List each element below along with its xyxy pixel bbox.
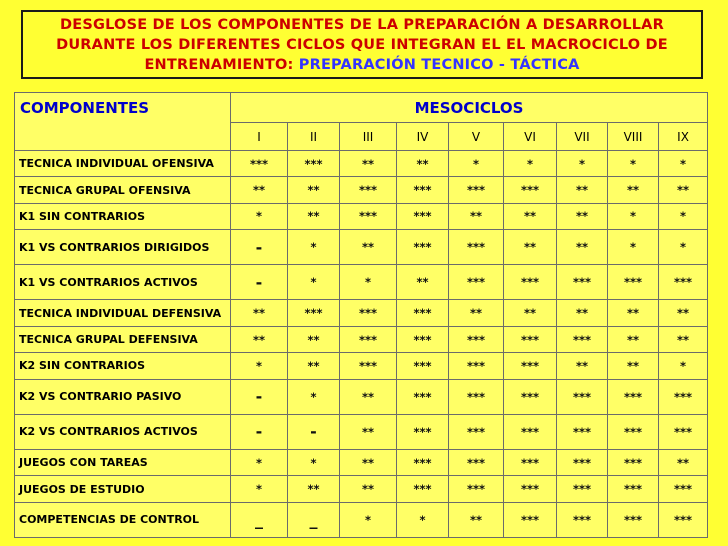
- intensity-cell: ***: [504, 177, 557, 203]
- intensity-cell: **: [340, 379, 397, 414]
- intensity-cell: ***: [504, 414, 557, 449]
- intensity-cell: **: [288, 203, 340, 229]
- intensity-cell: ***: [608, 414, 659, 449]
- intensity-cell: *: [608, 203, 659, 229]
- table-row: [15, 353, 708, 379]
- intensity-cell: ***: [504, 449, 557, 475]
- mesocycle-header: V: [449, 123, 504, 151]
- intensity-cell: **: [608, 300, 659, 326]
- intensity-cell: **: [231, 326, 288, 352]
- intensity-cell: **: [504, 203, 557, 229]
- title-box: [21, 10, 703, 79]
- intensity-cell: **: [288, 326, 340, 352]
- intensity-cell: **: [608, 177, 659, 203]
- title-prefix: ENTRENAMIENTO:: [144, 57, 294, 73]
- intensity-cell: ***: [449, 449, 504, 475]
- intensity-cell: **: [397, 151, 449, 177]
- intensity-cell: **: [340, 476, 397, 502]
- intensity-cell: *: [231, 203, 288, 229]
- intensity-cell: ***: [449, 476, 504, 502]
- intensity-cell: ***: [557, 414, 608, 449]
- intensity-cell: ***: [340, 353, 397, 379]
- intensity-cell: **: [288, 476, 340, 502]
- intensity-cell: ***: [397, 353, 449, 379]
- intensity-cell: *: [504, 151, 557, 177]
- intensity-cell: *: [340, 502, 397, 537]
- component-name: K1 VS CONTRARIOS ACTIVOS: [15, 265, 231, 300]
- intensity-cell: ***: [397, 230, 449, 265]
- table-row: [15, 300, 708, 326]
- header-components: COMPONENTES: [15, 93, 231, 151]
- intensity-cell: **: [557, 300, 608, 326]
- intensity-cell: **: [340, 151, 397, 177]
- mesocycle-header: IX: [659, 123, 708, 151]
- intensity-cell: ***: [397, 326, 449, 352]
- intensity-cell: ***: [288, 151, 340, 177]
- intensity-cell: -: [288, 414, 340, 449]
- table-row: [15, 502, 708, 537]
- intensity-cell: **: [504, 230, 557, 265]
- intensity-cell: **: [231, 177, 288, 203]
- intensity-cell: *: [557, 151, 608, 177]
- intensity-cell: ***: [608, 449, 659, 475]
- intensity-cell: **: [659, 449, 708, 475]
- intensity-cell: **: [340, 449, 397, 475]
- intensity-cell: *: [231, 449, 288, 475]
- table-row: [15, 177, 708, 203]
- intensity-cell: ***: [659, 379, 708, 414]
- intensity-cell: *: [397, 502, 449, 537]
- intensity-cell: ***: [659, 502, 708, 537]
- component-name: TECNICA INDIVIDUAL OFENSIVA: [15, 151, 231, 177]
- components-table: [14, 92, 708, 538]
- intensity-cell: **: [659, 177, 708, 203]
- intensity-cell: ***: [557, 265, 608, 300]
- mesocycle-header: IV: [397, 123, 449, 151]
- intensity-cell: ***: [608, 379, 659, 414]
- component-name: K1 SIN CONTRARIOS: [15, 203, 231, 229]
- intensity-cell: **: [659, 326, 708, 352]
- intensity-cell: ***: [504, 326, 557, 352]
- table-row: [15, 203, 708, 229]
- intensity-cell: -: [231, 414, 288, 449]
- intensity-cell: ***: [659, 414, 708, 449]
- mesocycle-header: VIII: [608, 123, 659, 151]
- intensity-cell: ***: [557, 379, 608, 414]
- component-name: TECNICA GRUPAL DEFENSIVA: [15, 326, 231, 352]
- intensity-cell: **: [557, 230, 608, 265]
- intensity-cell: *: [659, 230, 708, 265]
- intensity-cell: **: [504, 300, 557, 326]
- intensity-cell: ***: [397, 300, 449, 326]
- table-row: [15, 414, 708, 449]
- intensity-cell: ***: [659, 476, 708, 502]
- intensity-cell: ***: [340, 326, 397, 352]
- component-name: COMPETENCIAS DE CONTROL: [15, 502, 231, 537]
- intensity-cell: ***: [504, 379, 557, 414]
- intensity-cell: ***: [557, 476, 608, 502]
- intensity-cell: ***: [397, 414, 449, 449]
- intensity-cell: ***: [608, 476, 659, 502]
- table-row: [15, 151, 708, 177]
- intensity-cell: ***: [449, 414, 504, 449]
- intensity-cell: ***: [608, 502, 659, 537]
- intensity-cell: ***: [557, 326, 608, 352]
- intensity-cell: *: [340, 265, 397, 300]
- intensity-cell: ***: [504, 502, 557, 537]
- intensity-cell: *: [659, 353, 708, 379]
- component-name: K1 VS CONTRARIOS DIRIGIDOS: [15, 230, 231, 265]
- table-row: [15, 379, 708, 414]
- header-mesocycles: MESOCICLOS: [231, 93, 708, 123]
- intensity-cell: ***: [449, 353, 504, 379]
- intensity-cell: ***: [340, 300, 397, 326]
- intensity-cell: ***: [504, 353, 557, 379]
- component-name: JUEGOS CON TAREAS: [15, 449, 231, 475]
- intensity-cell: **: [608, 326, 659, 352]
- component-name: TECNICA INDIVIDUAL DEFENSIVA: [15, 300, 231, 326]
- title-line-3: [23, 55, 701, 75]
- intensity-cell: **: [288, 353, 340, 379]
- title-line-2: DURANTE LOS DIFERENTES CICLOS QUE INTEGRAN EL EL MACROCICLO DE: [56, 37, 668, 53]
- component-name: K2 VS CONTRARIO PASIVO: [15, 379, 231, 414]
- component-name: TECNICA GRUPAL OFENSIVA: [15, 177, 231, 203]
- intensity-cell: ***: [397, 379, 449, 414]
- intensity-cell: **: [397, 265, 449, 300]
- intensity-cell: **: [608, 353, 659, 379]
- intensity-cell: ***: [449, 177, 504, 203]
- intensity-cell: ***: [557, 502, 608, 537]
- intensity-cell: -: [231, 265, 288, 300]
- intensity-cell: **: [340, 414, 397, 449]
- intensity-cell: ***: [449, 265, 504, 300]
- intensity-cell: *: [608, 151, 659, 177]
- table-row: [15, 230, 708, 265]
- component-name: K2 VS CONTRARIOS ACTIVOS: [15, 414, 231, 449]
- intensity-cell: **: [340, 230, 397, 265]
- intensity-cell: -: [231, 230, 288, 265]
- intensity-cell: **: [288, 177, 340, 203]
- intensity-cell: **: [659, 300, 708, 326]
- intensity-cell: ***: [449, 230, 504, 265]
- mesocycle-header: VII: [557, 123, 608, 151]
- intensity-cell: **: [449, 203, 504, 229]
- table-row: [15, 476, 708, 502]
- intensity-cell: *: [288, 379, 340, 414]
- intensity-cell: ***: [504, 265, 557, 300]
- intensity-cell: _: [231, 502, 288, 537]
- intensity-cell: **: [231, 300, 288, 326]
- intensity-cell: ***: [288, 300, 340, 326]
- intensity-cell: ***: [397, 476, 449, 502]
- intensity-cell: **: [449, 502, 504, 537]
- table-row: [15, 265, 708, 300]
- intensity-cell: *: [288, 449, 340, 475]
- intensity-cell: *: [231, 476, 288, 502]
- mesocycle-header: II: [288, 123, 340, 151]
- intensity-cell: ***: [659, 265, 708, 300]
- intensity-cell: **: [557, 177, 608, 203]
- intensity-cell: ***: [557, 449, 608, 475]
- intensity-cell: *: [231, 353, 288, 379]
- table-row: [15, 326, 708, 352]
- title-line-1: DESGLOSE DE LOS COMPONENTES DE LA PREPARACIÓN A DESARROLLAR: [60, 17, 664, 33]
- intensity-cell: ***: [340, 177, 397, 203]
- intensity-cell: ***: [449, 379, 504, 414]
- title-accent: PREPARACIÓN TECNICO - TÁCTICA: [298, 57, 580, 73]
- component-name: K2 SIN CONTRARIOS: [15, 353, 231, 379]
- intensity-cell: **: [449, 300, 504, 326]
- mesocycle-header: VI: [504, 123, 557, 151]
- intensity-cell: ***: [340, 203, 397, 229]
- intensity-cell: -: [231, 379, 288, 414]
- intensity-cell: ***: [449, 326, 504, 352]
- intensity-cell: *: [659, 203, 708, 229]
- intensity-cell: ***: [504, 476, 557, 502]
- table-row: [15, 449, 708, 475]
- intensity-cell: ***: [231, 151, 288, 177]
- intensity-cell: _: [288, 502, 340, 537]
- header-row: [15, 93, 708, 123]
- component-name: JUEGOS DE ESTUDIO: [15, 476, 231, 502]
- intensity-cell: ***: [397, 177, 449, 203]
- intensity-cell: *: [449, 151, 504, 177]
- intensity-cell: *: [288, 265, 340, 300]
- intensity-cell: *: [659, 151, 708, 177]
- intensity-cell: *: [608, 230, 659, 265]
- intensity-cell: ***: [397, 449, 449, 475]
- mesocycle-header: I: [231, 123, 288, 151]
- mesocycle-header: III: [340, 123, 397, 151]
- intensity-cell: ***: [397, 203, 449, 229]
- intensity-cell: **: [557, 353, 608, 379]
- intensity-cell: ***: [608, 265, 659, 300]
- intensity-cell: *: [288, 230, 340, 265]
- intensity-cell: **: [557, 203, 608, 229]
